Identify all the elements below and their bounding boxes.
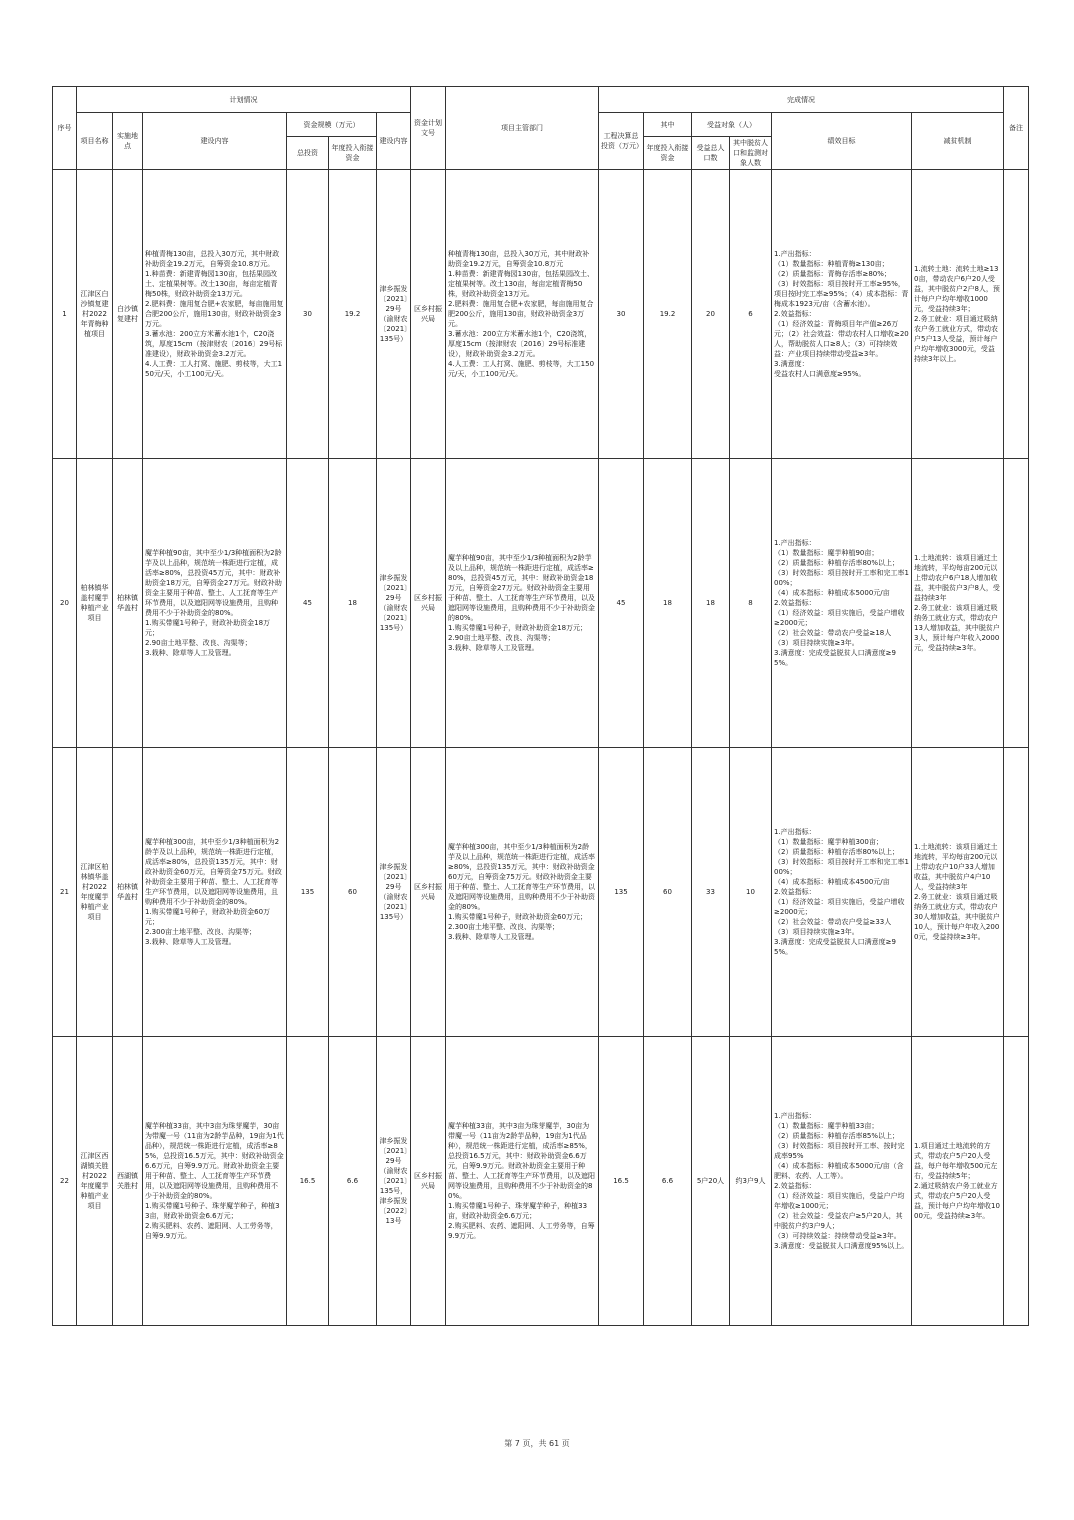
cell-goal: 1.产出指标： （1）数量指标：魔芋种植300亩； （2）质量指标：种植存活率80%以上； （3）时效指标：项目按时开工率和完工率100%； （4）成本指标：种植成本4500元/亩 2.效益指标： （1）经济效益：项目实施后，受益户增收≥2000元； （2）社会效益：带动农户受益≥33人 （3）项目持续实施≥3年。 3.满意度：完成受益脱贫人口满意度≥95%。 — [772, 748, 912, 1037]
table-row — [53, 459, 1029, 748]
cell-remark — [1004, 170, 1029, 459]
cell-final-invest: 45 — [599, 459, 644, 748]
col-header-project-name: 项目名称 — [77, 113, 113, 170]
cell-fund-doc: 津乡振发〔2021〕29号（渝财农〔2021〕135号） — [377, 748, 411, 1037]
cell-final-content: 魔芋种植300亩，其中至少1/3种植面积为2龄芋及以上品种，规范统一株距进行定植，成活率≥80%，总投资135万元，其中：财政补助资金60万元，自筹资金75万元。财政补助资金主要用于种苗、整土、人工抚育等生产环节费用，以及遮阳网等设施费用，且购种费用不少于补助资金的80%。 1.购买带魔1号种子，财政补助资金60万元； 2.300亩土地平整、改良、沟渠等； 3.栽种、除草等人工及管理。 — [446, 748, 599, 1037]
cell-mechanism: 1.土地流转：该项目通过土地流转，平均每亩200元以上带动农户10户33人增加收益，其中脱贫户4户10人，受益持续3年 2.务工就业：该项目通过吸纳务工就业方式，带动农户30人增加收益，其中脱贫户10人，预计每户年收入2000元，受益持续≥3年。 — [912, 748, 1004, 1037]
cell-final-annual: 6.6 — [644, 1037, 692, 1326]
cell-annual-invest: 19.2 — [329, 170, 377, 459]
col-header-benef-total: 受益总人口数 — [692, 137, 730, 170]
cell-benef-total: 18 — [692, 459, 730, 748]
col-header-location: 实施地点 — [113, 113, 143, 170]
cell-final-content: 种植青梅130亩，总投入30万元，其中财政补助资金19.2万元，自筹资金10.8万元 1.种苗费：新建青梅园130亩，包括果园改土、定植果树等。改土130亩，每亩定植青梅50株，财政补助资金13万元。 2.肥料费：施用复合肥+农家肥，每亩施用复合肥200公斤，施用130亩，财政补助资金3万元。 3.蓄水池：200立方米蓄水池1个，C20浇筑，厚度15cm（按津财农〔2016〕29号标准建设），财政补助资金3.2万元。 4.人工费：工人打窝、施肥、剪枝等，大工150元/天，小工100元/天。 — [446, 170, 599, 459]
cell-fund-doc: 津乡振发〔2021〕29号（渝财农〔2021〕135号） — [377, 170, 411, 459]
cell-goal: 1.产出指标： （1）数量指标：魔芋种植33亩； （2）质量指标：种植存活率85%以上； （3）时效指标：项目按时开工率、按时完成率95% （4）成本指标：种植成本5000元/亩（含肥料、农药、人工等）。 2.效益指标： （1）经济效益：项目实施后，受益户户均年增收≥1000元； （2）社会效益：受益农户≥5户20人，其中脱贫户约3户9人； （3）可持续效益：持续带动受益≥3年。 3.满意度：受益脱贫人口满意度95%以上。 — [772, 1037, 912, 1326]
cell-project-name: 江津区柏林镇华盖村2022年度魔芋种植产业项目 — [77, 748, 113, 1037]
cell-remark — [1004, 748, 1029, 1037]
cell-mechanism: 1.流转土地：流转土地≥130亩，带动农户6户20人受益，其中脱贫户2户8人，预计每户户均年增收1000元，受益持续3年； 2.务工就业：项目通过吸纳农户务工就业方式，带动农户5户13人受益，预计每户户均年增收3000元，受益持续3年以上。 — [912, 170, 1004, 459]
col-header-seq: 序号 — [53, 87, 77, 170]
project-table — [52, 86, 1029, 1326]
table-row — [53, 1037, 1029, 1326]
col-header-fund-scale: 资金规模（万元） — [287, 113, 377, 137]
cell-final-annual: 19.2 — [644, 170, 692, 459]
col-header-dept: 项目主管部门 — [446, 87, 599, 170]
cell-content: 种植青梅130亩，总投入30万元，其中财政补助资金19.2万元，自筹资金10.8万元。 1.种苗费：新建青梅园130亩，包括果园改土、定植果树等。改土130亩，每亩定植青梅50株，财政补助资金13万元。 2.肥料费：施用复合肥+农家肥，每亩施用复合肥200公斤，施用130亩，财政补助资金3万元。 3.蓄水池：200立方米蓄水池1个，C20浇筑，厚度15cm（按津财农〔2016〕29号标准建设），财政补助资金3.2万元。 4.人工费：工人打窝、施肥、剪枝等，大工150元/天，小工100元/天。 — [143, 170, 287, 459]
cell-benef-total: 33 — [692, 748, 730, 1037]
cell-project-name: 江津区白沙镇复建村2022年青梅种植项目 — [77, 170, 113, 459]
cell-content: 魔芋种植90亩，其中至少1/3种植面积为2龄芋及以上品种，规范统一株距进行定植，成活率≥80%，总投资45万元，其中：财政补助资金18万元，自筹资金27万元。财政补助资金主要用于种苗、整土、人工抚育等生产环节费用，以及遮阳网等设施费用，且购种费用不少于补助资金的80%。 1.购买带魔1号种子，财政补助资金18万元； 2.90亩土地平整、改良、沟渠等； 3.栽种、除草等人工及管理。 — [143, 459, 287, 748]
col-header-mechanism: 减贫机制 — [912, 113, 1004, 170]
cell-dept: 区乡村振兴局 — [411, 459, 446, 748]
cell-seq: 21 — [53, 748, 77, 1037]
cell-annual-invest: 60 — [329, 748, 377, 1037]
cell-remark — [1004, 459, 1029, 748]
cell-seq: 20 — [53, 459, 77, 748]
col-header-benef-poor: 其中脱贫人口和监测对象人数 — [730, 137, 772, 170]
cell-annual-invest: 6.6 — [329, 1037, 377, 1326]
col-header-annual-invest: 年度投入衔接资金 — [329, 137, 377, 170]
table-row — [53, 170, 1029, 459]
cell-location: 白沙镇复建村 — [113, 170, 143, 459]
cell-dept: 区乡村振兴局 — [411, 748, 446, 1037]
cell-location: 柏林镇华盖村 — [113, 748, 143, 1037]
cell-benef-poor: 约3户9人 — [730, 1037, 772, 1326]
cell-content: 魔芋种植300亩，其中至少1/3种植面积为2龄芋及以上品种，规范统一株距进行定植，成活率≥80%，总投资135万元，其中：财政补助资金60万元，自筹资金75万元。财政补助资金主要用于种苗、整土、人工抚育等生产环节费用，以及遮阳网等设施费用，且购种费用不少于补助资金的80%。 1.购买带魔1号种子，财政补助资金60万元； 2.300亩土地平整、改良、沟渠等； 3.栽种、除草等人工及管理。 — [143, 748, 287, 1037]
cell-annual-invest: 18 — [329, 459, 377, 748]
col-header-remark: 备注 — [1004, 87, 1029, 170]
cell-benef-poor: 6 — [730, 170, 772, 459]
col-header-of-which: 其中 — [644, 113, 692, 137]
cell-final-annual: 18 — [644, 459, 692, 748]
cell-seq: 22 — [53, 1037, 77, 1326]
cell-benef-poor: 10 — [730, 748, 772, 1037]
cell-content: 魔芋种植33亩，其中3亩为珠芽魔芋，30亩为带魔一号（11亩为2龄芋品种，19亩为1代品种），规范统一株距进行定植，成活率≥85%，总投资16.5万元，其中：财政补助资金6.6万元，自筹9.9万元。财政补助资金主要用于种苗、整土、人工抚育等生产环节费用，以及遮阳网等设施费用，且购种费用不少于补助资金的80%。 1.购买带魔1号种子、珠芽魔芋种子，种植33亩，财政补助资金6.6万元； 2.购买肥料、农药、遮阳网、人工劳务等，自筹9.9万元。 — [143, 1037, 287, 1326]
cell-final-invest: 16.5 — [599, 1037, 644, 1326]
table-row — [53, 748, 1029, 1037]
cell-location: 西湖镇关胜村 — [113, 1037, 143, 1326]
col-header-goal: 绩效目标 — [772, 113, 912, 170]
cell-total-invest: 16.5 — [287, 1037, 329, 1326]
cell-fund-doc: 津乡振发〔2021〕29号（渝财农〔2021〕135号） — [377, 459, 411, 748]
cell-mechanism: 1.项目通过土地流转的方式，带动农户5户20人受益，每户每年增收500元左右，受益持续5年； 2.通过吸纳农户务工就业方式，带动农户5户20人受益，预计每户户均年增收1000元，受益持续≥3年。 — [912, 1037, 1004, 1326]
col-header-content: 建设内容 — [143, 113, 287, 170]
cell-remark — [1004, 1037, 1029, 1326]
cell-project-name: 柏林镇华盖村魔芋种植产业项目 — [77, 459, 113, 748]
cell-final-invest: 135 — [599, 748, 644, 1037]
cell-total-invest: 135 — [287, 748, 329, 1037]
cell-goal: 1.产出指标： （1）数量指标：魔芋种植90亩； （2）质量指标：种植存活率80%以上； （3）时效指标：项目按时开工率和完工率100%； （4）成本指标：种植成本5000元/亩 2.效益指标： （1）经济效益：项目实施后，受益户增收≥2000元； （2）社会效益：带动农户受益≥18人 （3）项目持续实施≥3年。 3.满意度：完成受益脱贫人口满意度≥95%。 — [772, 459, 912, 748]
cell-location: 柏林镇华盖村 — [113, 459, 143, 748]
cell-mechanism: 1.土地流转：该项目通过土地流转，平均每亩200元以上带动农户6户18人增加收益，其中脱贫户3户8人，受益持续3年 2.务工就业：该项目通过吸纳务工就业方式，带动农户13人增加收益，其中脱贫户3人，预计每户年收入2000元，受益持续≥3年。 — [912, 459, 1004, 748]
cell-benef-poor: 8 — [730, 459, 772, 748]
col-header-beneficiaries: 受益对象（人） — [692, 113, 772, 137]
col-header-final-annual: 年度投入衔接资金 — [644, 137, 692, 170]
cell-benef-total: 5户20人 — [692, 1037, 730, 1326]
complete-group-header: 完成情况 — [599, 87, 1004, 113]
cell-final-invest: 30 — [599, 170, 644, 459]
cell-project-name: 江津区西湖镇关胜村2022年度魔芋种植产业项目 — [77, 1037, 113, 1326]
cell-total-invest: 30 — [287, 170, 329, 459]
cell-seq: 1 — [53, 170, 77, 459]
cell-dept: 区乡村振兴局 — [411, 1037, 446, 1326]
cell-final-annual: 60 — [644, 748, 692, 1037]
col-header-final-content: 建设内容 — [377, 113, 411, 170]
cell-goal: 1.产出指标： （1）数量指标：种植青梅≥130亩； （2）质量指标：青梅存活率≥80%； （3）时效指标：项目按时开工率≥95%，项目按时完工率≥95%；（4）成本指标：青梅成本1923元/亩（含蓄水池）。 2.效益指标： （1）经济效益：青梅项目年产值≥26万元；（2）社会效益：带动农村人口增收≥20人，帮助脱贫人口≥8人；（3）可持续效益：产业项目持续带动受益≥3年。 3.满意度： 受益农村人口满意度≥95%。 — [772, 170, 912, 459]
plan-group-header: 计划情况 — [77, 87, 411, 113]
cell-total-invest: 45 — [287, 459, 329, 748]
cell-fund-doc: 津乡振发〔2021〕29号（渝财农〔2021〕135号，津乡振发〔2022〕13号 — [377, 1037, 411, 1326]
cell-benef-total: 20 — [692, 170, 730, 459]
col-header-final-invest: 工程决算总投资（万元） — [599, 113, 644, 170]
cell-dept: 区乡村振兴局 — [411, 170, 446, 459]
page-footer: 第 7 页，共 61 页 — [504, 1439, 570, 1448]
cell-final-content: 魔芋种植33亩，其中3亩为珠芽魔芋，30亩为带魔一号（11亩为2龄芋品种，19亩为1代品种），规范统一株距进行定植，成活率≥85%，总投资16.5万元，其中：财政补助资金6.6万元，自筹9.9万元。财政补助资金主要用于种苗、整土、人工抚育等生产环节费用，以及遮阳网等设施费用，且购种费用不少于补助资金的80%。 1.购买带魔1号种子、珠芽魔芋种子，种植33亩，财政补助资金6.6万元； 2.购买肥料、农药、遮阳网、人工劳务等，自筹9.9万元。 — [446, 1037, 599, 1326]
col-header-total-invest: 总投资 — [287, 137, 329, 170]
col-header-fund-doc: 资金计划文号 — [411, 87, 446, 170]
cell-final-content: 魔芋种植90亩，其中至少1/3种植面积为2龄芋及以上品种，规范统一株距进行定植，成活率≥80%，总投资45万元，其中：财政补助资金18万元，自筹资金27万元。财政补助资金主要用于种苗、整土、人工抚育等生产环节费用，以及遮阳网等设施费用，且购种费用不少于补助资金的80%。 1.购买带魔1号种子，财政补助资金18万元； 2.90亩土地平整、改良、沟渠等； 3.栽种、除草等人工及管理。 — [446, 459, 599, 748]
